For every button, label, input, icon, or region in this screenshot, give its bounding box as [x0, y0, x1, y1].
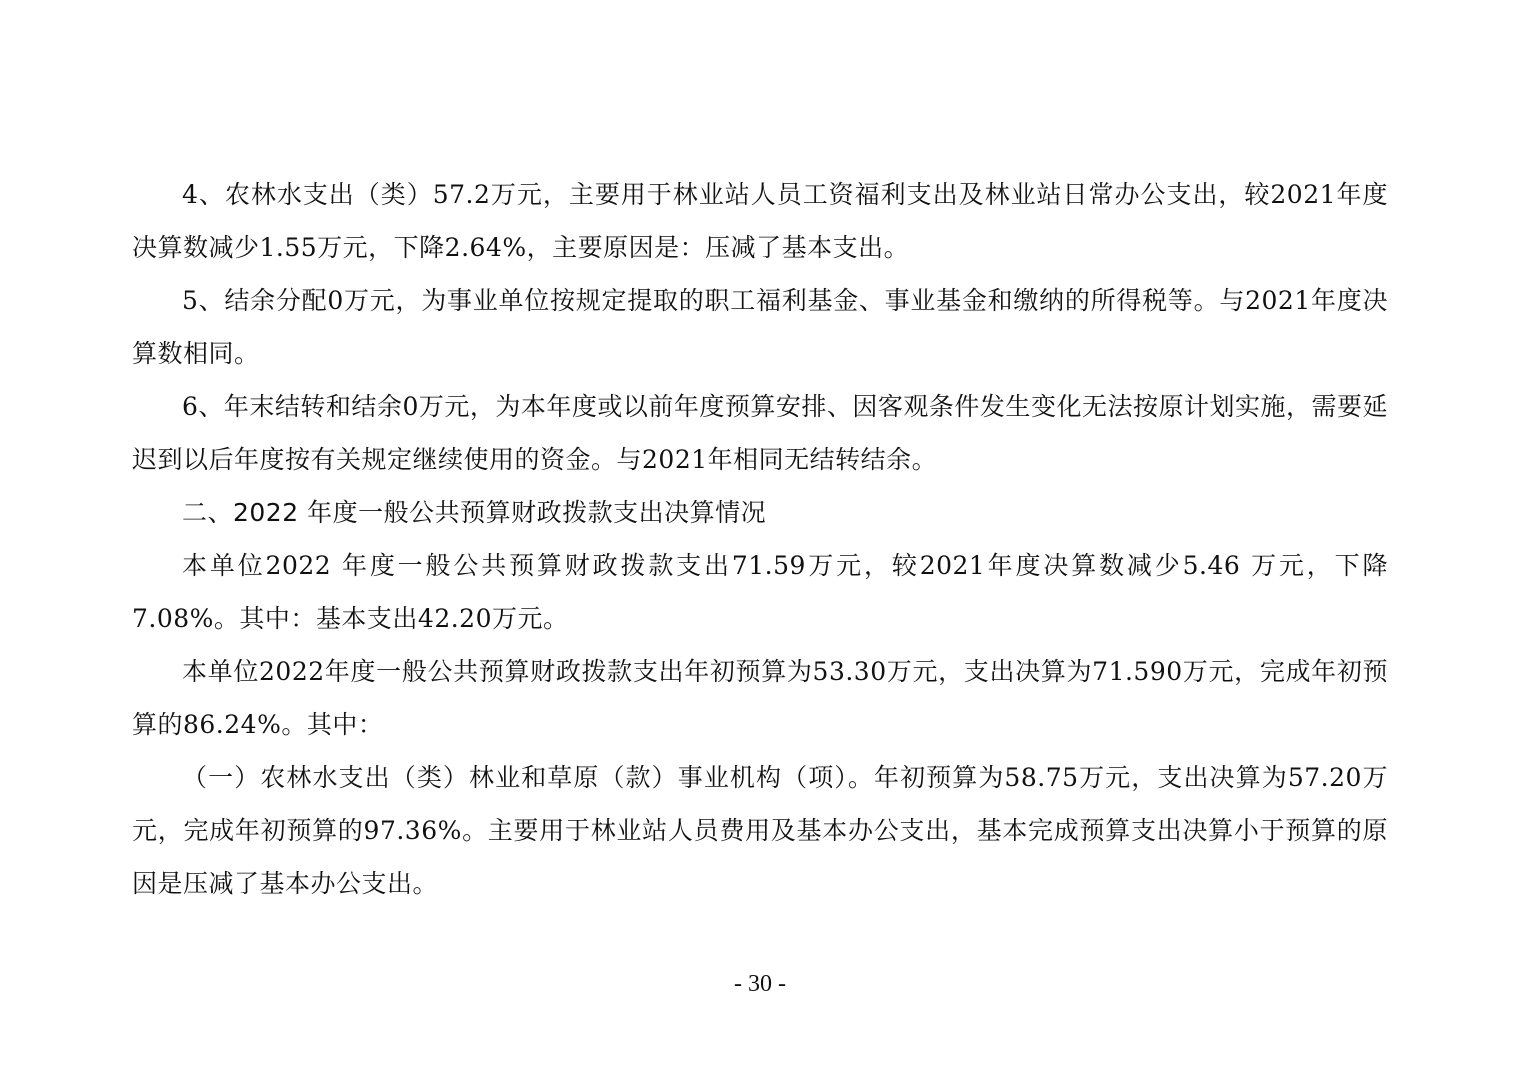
paragraph-forestry-institution: （一）农林水支出（类）林业和草原（款）事业机构（项）。年初预算为58.75万元，支出决算为57.20万元，完成年初预算的97.36%。主要用于林业站人员费用及基本办公支出，基本完成预算支出决算小于预算的原因是压减了基本办公支出。 [132, 763, 1388, 898]
paragraph-initial-budget: 本单位2022年度一般公共预算财政拨款支出年初预算为53.30万元，支出决算为71.590万元，完成年初预算的86.24%。其中： [132, 657, 1388, 739]
paragraph-general-budget-expenditure: 本单位2022 年度一般公共预算财政拨款支出71.59万元，较2021年度决算数减少5.46 万元，下降7.08%。其中：基本支出42.20万元。 [132, 551, 1388, 633]
document-body [132, 168, 1388, 910]
paragraph-agriculture-expenditure: 4、农林水支出（类）57.2万元，主要用于林业站人员工资福利支出及林业站日常办公支出，较2021年度决算数减少1.55万元，下降2.64%，主要原因是：压减了基本支出。 [132, 180, 1388, 262]
paragraph-year-end-carryover: 6、年末结转和结余0万元，为本年度或以前年度预算安排、因客观条件发生变化无法按原计划实施，需要延迟到以后年度按有关规定继续使用的资金。与2021年相同无结转结余。 [132, 392, 1388, 474]
page-number: - 30 - [734, 971, 786, 997]
paragraph-surplus-distribution: 5、结余分配0万元，为事业单位按规定提取的职工福利基金、事业基金和缴纳的所得税等。与2021年度决算数相同。 [132, 286, 1388, 368]
section-heading: 二、2022 年度一般公共预算财政拨款支出决算情况 [182, 498, 767, 527]
